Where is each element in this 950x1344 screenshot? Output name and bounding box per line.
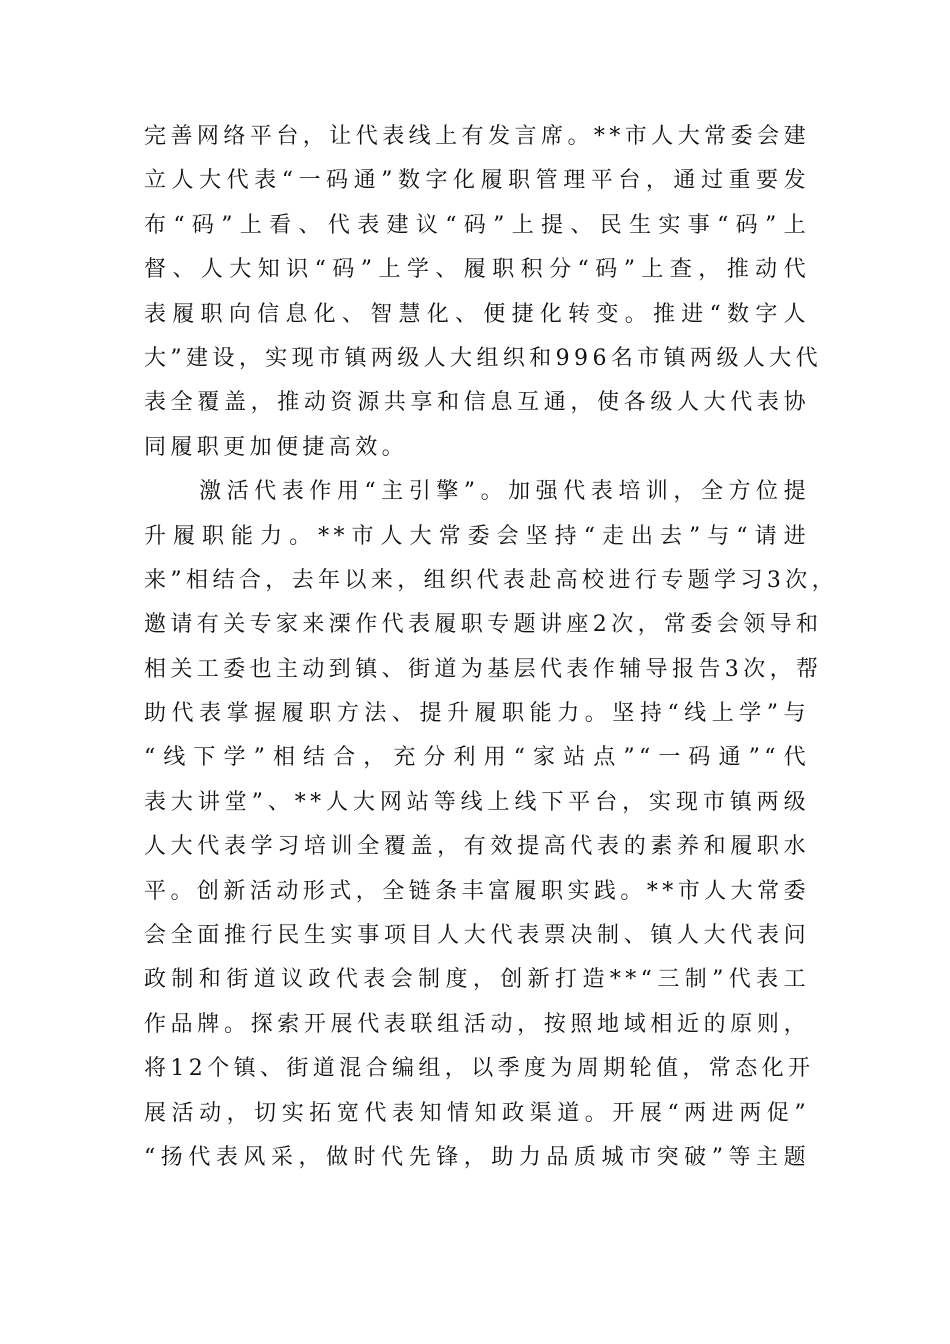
text-line: 人大代表学习培训全覆盖，有效提高代表的素养和履职水 <box>144 834 810 860</box>
text-line: 邀请有关专家来溧作代表履职专题讲座2次，常委会领导和 <box>144 612 823 638</box>
text-line: 升履职能力。**市人大常委会坚持“走出去”与“请进 <box>144 523 810 549</box>
text-line: 会全面推行民生实事项目人大代表票决制、镇人大代表问 <box>144 923 810 949</box>
text-line: 表履职向信息化、智慧化、便捷化转变。推进“数字人 <box>144 301 810 327</box>
text-line: 同履职更加便捷高效。 <box>144 434 409 460</box>
text-line: “线下学”相结合，充分利用“家站点”“一码通”“代 <box>144 745 810 771</box>
text-line: 将12个镇、街道混合编组，以季度为周期轮值，常态化开 <box>144 1056 815 1082</box>
text-line: 布“码”上看、代表建议“码”上提、民生实事“码”上 <box>144 212 810 238</box>
text-line: 大”建设，实现市镇两级人大组织和996名市镇两级人大代 <box>144 345 823 371</box>
text-line: 立人大代表“一码通”数字化履职管理平台，通过重要发 <box>144 168 810 194</box>
text-line: 作品牌。探索开展代表联组活动，按照地域相近的原则， <box>144 1011 810 1037</box>
paragraph-1 <box>144 119 823 474</box>
text-line: “扬代表风采，做时代先锋，助力品质城市突破”等主题 <box>144 1144 810 1170</box>
text-line: 平。创新活动形式，全链条丰富履职实践。**市人大常委 <box>144 878 810 904</box>
text-line: 表大讲堂”、**人大网站等线上线下平台，实现市镇两级 <box>144 789 810 815</box>
text-line: 助代表掌握履职方法、提升履职能力。坚持“线上学”与 <box>144 701 810 727</box>
text-line: 政制和街道议政代表会制度，创新打造**“三制”代表工 <box>144 967 810 993</box>
text-line: 督、人大知识“码”上学、履职积分“码”上查，推动代 <box>144 257 810 283</box>
text-line: 来”相结合，去年以来，组织代表赴高校进行专题学习3次， <box>144 567 839 593</box>
text-line: 相关工委也主动到镇、街道为基层代表作辅导报告3次，帮 <box>144 656 823 682</box>
text-line: 完善网络平台，让代表线上有发言席。**市人大常委会建 <box>144 124 810 149</box>
document-page <box>144 119 839 1184</box>
text-line: 表全覆盖，推动资源共享和信息互通，使各级人大代表协 <box>144 390 810 416</box>
paragraph-2 <box>144 474 839 1184</box>
text-line: 激活代表作用“主引擎”。加强代表培训，全方位提 <box>144 479 810 505</box>
text-line: 展活动，切实拓宽代表知情知政渠道。开展“两进两促” <box>144 1100 810 1126</box>
